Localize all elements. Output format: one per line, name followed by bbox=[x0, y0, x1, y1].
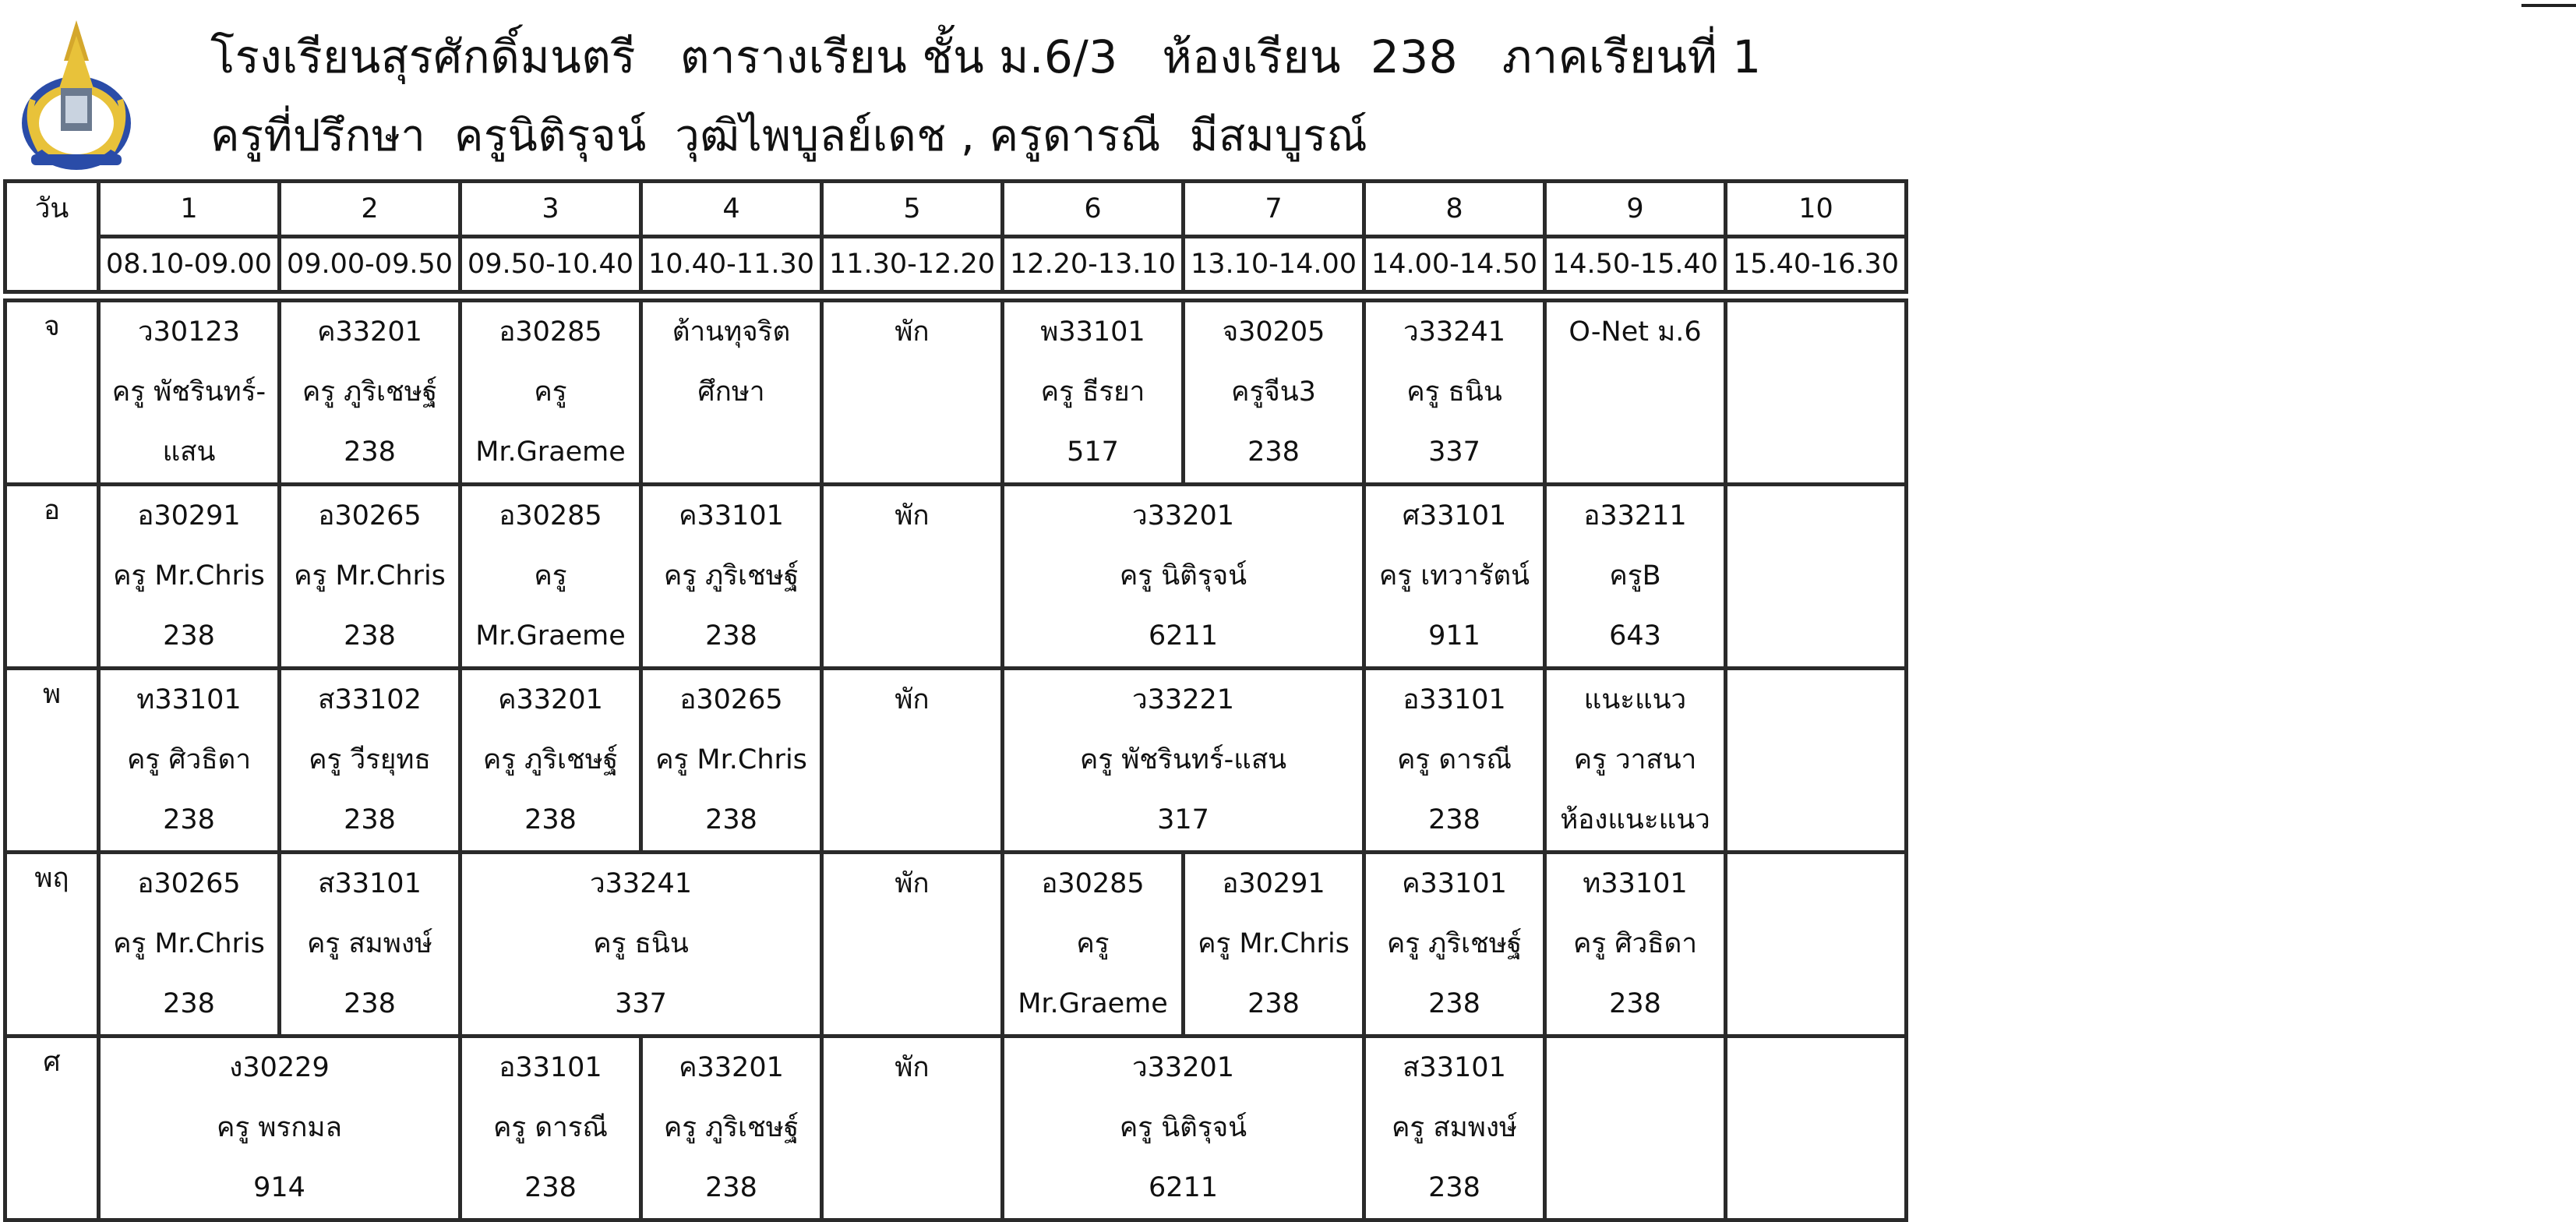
class-cell bbox=[99, 853, 280, 1037]
class-cell bbox=[1726, 1037, 1907, 1220]
class-cell bbox=[280, 853, 461, 1037]
class-cell bbox=[99, 301, 280, 485]
room-number: 914 bbox=[253, 1172, 305, 1203]
room-number bbox=[1727, 606, 1904, 666]
teacher-name: ศึกษา bbox=[697, 376, 765, 408]
teacher-name: ครู พัชรินทร์-แสน bbox=[1079, 744, 1287, 775]
subject-code bbox=[1727, 302, 1904, 362]
room-number: 517 bbox=[1067, 436, 1119, 468]
teacher-name bbox=[1547, 1098, 1724, 1158]
room-number: 238 bbox=[163, 988, 215, 1019]
subject-code: ง30229 bbox=[229, 1052, 330, 1083]
class-cell bbox=[280, 485, 461, 669]
room-number: 911 bbox=[1428, 620, 1480, 652]
class-cell bbox=[99, 669, 280, 853]
room-number: 6211 bbox=[1148, 1172, 1219, 1203]
period-time: 10.40-11.30 bbox=[641, 237, 822, 292]
teacher-name: ครู นิติรุจน์ bbox=[1119, 560, 1247, 592]
room-number: 238 bbox=[344, 988, 396, 1019]
subject-code: แนะแนว bbox=[1583, 684, 1687, 715]
break-cell bbox=[822, 485, 1003, 669]
teacher-name bbox=[824, 362, 1000, 422]
class-cell bbox=[1726, 485, 1907, 669]
teacher-name: ครู ภูริเชษฐ์ bbox=[482, 744, 619, 775]
break-cell bbox=[822, 1037, 1003, 1220]
class-cell bbox=[641, 669, 822, 853]
room-number: 238 bbox=[1428, 1172, 1480, 1203]
teacher-name: ครู ภูริเชษฐ์ bbox=[663, 1112, 799, 1143]
room-number: 238 bbox=[344, 804, 396, 835]
class-cell bbox=[1726, 301, 1907, 485]
subject-code: พัก bbox=[895, 316, 930, 348]
period-time: 15.40-16.30 bbox=[1726, 237, 1907, 292]
period-time: 13.10-14.00 bbox=[1184, 237, 1364, 292]
room-number: 238 bbox=[524, 1172, 577, 1203]
teacher-name bbox=[1547, 362, 1724, 422]
period-time: 09.00-09.50 bbox=[280, 237, 461, 292]
subject-code: ศ33101 bbox=[1402, 500, 1507, 532]
class-cell bbox=[1545, 1037, 1726, 1220]
teacher-name: ครู ดารณี bbox=[1397, 744, 1512, 775]
room-number: 238 bbox=[163, 620, 215, 652]
class-cell bbox=[99, 1037, 461, 1220]
room-number bbox=[1727, 422, 1904, 482]
teacher-name bbox=[1727, 546, 1904, 606]
room-number: 238 bbox=[1428, 804, 1480, 835]
teacher-name bbox=[1727, 914, 1904, 974]
class-cell bbox=[1003, 669, 1364, 853]
subject-code: ส33102 bbox=[318, 684, 422, 715]
page-title: โรงเรียนสุรศักดิ์มนตรี ตารางเรียน ชั้น ม.6/3 ห้องเรียน 238 ภาคเรียนที่ 1 bbox=[210, 30, 1762, 83]
day-label: พ bbox=[5, 669, 99, 853]
teacher-name bbox=[824, 1098, 1000, 1158]
period-number: 9 bbox=[1545, 182, 1726, 237]
class-cell bbox=[641, 1037, 822, 1220]
subject-code bbox=[1547, 1038, 1724, 1098]
teacher-name: ครู ศิวธิดา bbox=[1573, 928, 1697, 959]
timetable bbox=[3, 179, 1908, 1222]
room-number: ห้องแนะแนว bbox=[1560, 804, 1710, 835]
room-number: 238 bbox=[1247, 988, 1300, 1019]
corner-dash bbox=[2521, 4, 2576, 7]
advisor-line: ครูที่ปรึกษา ครูนิติรุจน์ วุฒิไพบูลย์เดช , ครูดารณี มีสมบูรณ์ bbox=[210, 111, 1368, 161]
subject-code: อ33211 bbox=[1583, 500, 1687, 532]
subject-code: ค33101 bbox=[679, 500, 784, 532]
subject-code bbox=[1727, 1038, 1904, 1098]
day-column-header: วัน bbox=[5, 182, 99, 292]
class-cell bbox=[280, 669, 461, 853]
period-time: 14.50-15.40 bbox=[1545, 237, 1726, 292]
subject-code: ว33241 bbox=[590, 868, 692, 899]
break-cell bbox=[822, 853, 1003, 1037]
subject-code: ค33201 bbox=[317, 316, 422, 348]
room-number: 238 bbox=[524, 804, 577, 835]
subject-code: พัก bbox=[895, 868, 930, 899]
subject-code: อ30291 bbox=[137, 500, 241, 532]
subject-code: ค33201 bbox=[498, 684, 603, 715]
subject-code: ต้านทุจริต bbox=[672, 316, 791, 348]
room-number: 6211 bbox=[1148, 620, 1219, 652]
teacher-name: ครู bbox=[534, 560, 567, 592]
room-number: 643 bbox=[1609, 620, 1661, 652]
class-cell bbox=[1545, 485, 1726, 669]
header-separator bbox=[5, 292, 1907, 301]
teacher-name: ครู เทวารัตน์ bbox=[1378, 560, 1530, 592]
period-number: 1 bbox=[99, 182, 280, 237]
subject-code: ส33101 bbox=[1403, 1052, 1506, 1083]
class-cell bbox=[1545, 853, 1726, 1037]
class-cell bbox=[1726, 853, 1907, 1037]
room-number: 238 bbox=[344, 436, 396, 468]
room-number bbox=[824, 606, 1000, 666]
room-number: 238 bbox=[705, 620, 757, 652]
teacher-name: ครู สมพงษ์ bbox=[1391, 1112, 1517, 1143]
subject-code: จ30205 bbox=[1222, 316, 1325, 348]
class-cell bbox=[461, 301, 641, 485]
class-cell bbox=[1726, 669, 1907, 853]
period-time: 14.00-14.50 bbox=[1364, 237, 1545, 292]
teacher-name: ครู พัชรินทร์- bbox=[111, 376, 266, 408]
teacher-name bbox=[1727, 730, 1904, 790]
subject-code: ว33201 bbox=[1132, 1052, 1234, 1083]
room-number: 337 bbox=[615, 988, 667, 1019]
room-number: 238 bbox=[1428, 988, 1480, 1019]
room-number bbox=[1547, 422, 1724, 482]
subject-code: พ33101 bbox=[1040, 316, 1145, 348]
period-number: 8 bbox=[1364, 182, 1545, 237]
teacher-name: ครู พรกมล bbox=[217, 1112, 342, 1143]
room-number bbox=[824, 790, 1000, 850]
class-cell bbox=[1364, 1037, 1545, 1220]
subject-code: พัก bbox=[895, 684, 930, 715]
room-number: 238 bbox=[163, 804, 215, 835]
class-cell bbox=[1184, 301, 1364, 485]
day-label: อ bbox=[5, 485, 99, 669]
period-time: 11.30-12.20 bbox=[822, 237, 1003, 292]
room-number bbox=[824, 974, 1000, 1034]
room-number: 238 bbox=[705, 1172, 757, 1203]
class-cell bbox=[1364, 669, 1545, 853]
teacher-name: ครู วีรยุทธ bbox=[309, 744, 431, 775]
room-number: 238 bbox=[1609, 988, 1661, 1019]
period-number: 6 bbox=[1003, 182, 1184, 237]
teacher-name bbox=[1727, 1098, 1904, 1158]
teacher-name bbox=[824, 914, 1000, 974]
room-number bbox=[1727, 1158, 1904, 1218]
teacher-name: ครู ศิวธิดา bbox=[127, 744, 251, 775]
subject-code bbox=[1727, 670, 1904, 730]
class-cell bbox=[461, 669, 641, 853]
room-number bbox=[1547, 1158, 1724, 1218]
room-number: Mr.Graeme bbox=[475, 436, 626, 468]
class-cell bbox=[1003, 1037, 1364, 1220]
subject-code: อ30285 bbox=[499, 500, 602, 532]
class-cell bbox=[99, 485, 280, 669]
teacher-name: ครู ภูริเชษฐ์ bbox=[663, 560, 799, 592]
subject-code: พัก bbox=[895, 500, 930, 532]
class-cell bbox=[461, 853, 822, 1037]
room-number bbox=[824, 422, 1000, 482]
subject-code: ว30123 bbox=[138, 316, 240, 348]
period-time: 12.20-13.10 bbox=[1003, 237, 1184, 292]
subject-code: อ30285 bbox=[499, 316, 602, 348]
teacher-name: ครู ธนิน bbox=[593, 928, 689, 959]
subject-code: อ30265 bbox=[318, 500, 422, 532]
teacher-name: ครู สมพงษ์ bbox=[306, 928, 432, 959]
room-number: Mr.Graeme bbox=[1018, 988, 1168, 1019]
subject-code: อ33101 bbox=[1403, 684, 1506, 715]
room-number: แสน bbox=[162, 436, 216, 468]
teacher-name: ครู ภูริเชษฐ์ bbox=[1386, 928, 1523, 959]
teacher-name: ครู ภูริเชษฐ์ bbox=[302, 376, 438, 408]
class-cell bbox=[1364, 853, 1545, 1037]
class-cell bbox=[641, 301, 822, 485]
teacher-name bbox=[824, 730, 1000, 790]
teacher-name: ครู bbox=[534, 376, 567, 408]
teacher-name: ครู ธีรยา bbox=[1040, 376, 1145, 408]
class-cell bbox=[1003, 301, 1184, 485]
day-label: จ bbox=[5, 301, 99, 485]
subject-code bbox=[1727, 486, 1904, 546]
class-cell bbox=[280, 301, 461, 485]
subject-code: ส33101 bbox=[318, 868, 422, 899]
subject-code: ท33101 bbox=[1583, 868, 1688, 899]
subject-code: O-Net ม.6 bbox=[1569, 316, 1702, 348]
class-cell bbox=[461, 485, 641, 669]
teacher-name bbox=[1727, 362, 1904, 422]
room-number: 238 bbox=[1247, 436, 1300, 468]
subject-code: อ30291 bbox=[1222, 868, 1325, 899]
room-number bbox=[824, 1158, 1000, 1218]
class-cell bbox=[1364, 301, 1545, 485]
period-number: 5 bbox=[822, 182, 1003, 237]
teacher-name: ครู Mr.Chris bbox=[113, 928, 265, 959]
subject-code: ว33241 bbox=[1403, 316, 1505, 348]
room-number: 317 bbox=[1157, 804, 1209, 835]
teacher-name: ครูจีน3 bbox=[1231, 376, 1316, 408]
subject-code: อ30265 bbox=[137, 868, 241, 899]
class-cell bbox=[461, 1037, 641, 1220]
room-number bbox=[1727, 974, 1904, 1034]
room-number bbox=[643, 422, 820, 482]
teacher-name: ครู bbox=[1076, 928, 1110, 959]
period-time: 08.10-09.00 bbox=[99, 237, 280, 292]
subject-code: อ30285 bbox=[1041, 868, 1145, 899]
teacher-name: ครูB bbox=[1609, 560, 1661, 592]
subject-code: ค33201 bbox=[679, 1052, 784, 1083]
period-number: 10 bbox=[1726, 182, 1907, 237]
period-time: 09.50-10.40 bbox=[461, 237, 641, 292]
teacher-name: ครู วาสนา bbox=[1573, 744, 1697, 775]
day-label: พฤ bbox=[5, 853, 99, 1037]
room-number: 238 bbox=[705, 804, 757, 835]
room-number: Mr.Graeme bbox=[475, 620, 626, 652]
teacher-name: ครู Mr.Chris bbox=[1198, 928, 1350, 959]
subject-code: อ33101 bbox=[499, 1052, 602, 1083]
class-cell bbox=[1545, 301, 1726, 485]
break-cell bbox=[822, 301, 1003, 485]
period-number: 4 bbox=[641, 182, 822, 237]
subject-code: ค33101 bbox=[1402, 868, 1507, 899]
period-number: 7 bbox=[1184, 182, 1364, 237]
teacher-name: ครู Mr.Chris bbox=[655, 744, 807, 775]
day-label: ศ bbox=[5, 1037, 99, 1220]
subject-code bbox=[1727, 854, 1904, 914]
room-number bbox=[1727, 790, 1904, 850]
class-cell bbox=[641, 485, 822, 669]
class-cell bbox=[1003, 853, 1184, 1037]
class-cell bbox=[1184, 853, 1364, 1037]
class-cell bbox=[1364, 485, 1545, 669]
teacher-name bbox=[824, 546, 1000, 606]
subject-code: อ30265 bbox=[679, 684, 783, 715]
period-number: 2 bbox=[280, 182, 461, 237]
teacher-name: ครู Mr.Chris bbox=[113, 560, 265, 592]
class-cell bbox=[1545, 669, 1726, 853]
school-emblem-logo bbox=[17, 14, 136, 174]
period-number: 3 bbox=[461, 182, 641, 237]
teacher-name: ครู ดารณี bbox=[493, 1112, 608, 1143]
subject-code: ท33101 bbox=[136, 684, 242, 715]
break-cell bbox=[822, 669, 1003, 853]
room-number: 238 bbox=[344, 620, 396, 652]
teacher-name: ครู นิติรุจน์ bbox=[1119, 1112, 1247, 1143]
room-number: 337 bbox=[1428, 436, 1480, 468]
subject-code: พัก bbox=[895, 1052, 930, 1083]
subject-code: ว33201 bbox=[1132, 500, 1234, 532]
teacher-name: ครู Mr.Chris bbox=[294, 560, 446, 592]
class-cell bbox=[1003, 485, 1364, 669]
subject-code: ว33221 bbox=[1132, 684, 1234, 715]
teacher-name: ครู ธนิน bbox=[1406, 376, 1502, 408]
